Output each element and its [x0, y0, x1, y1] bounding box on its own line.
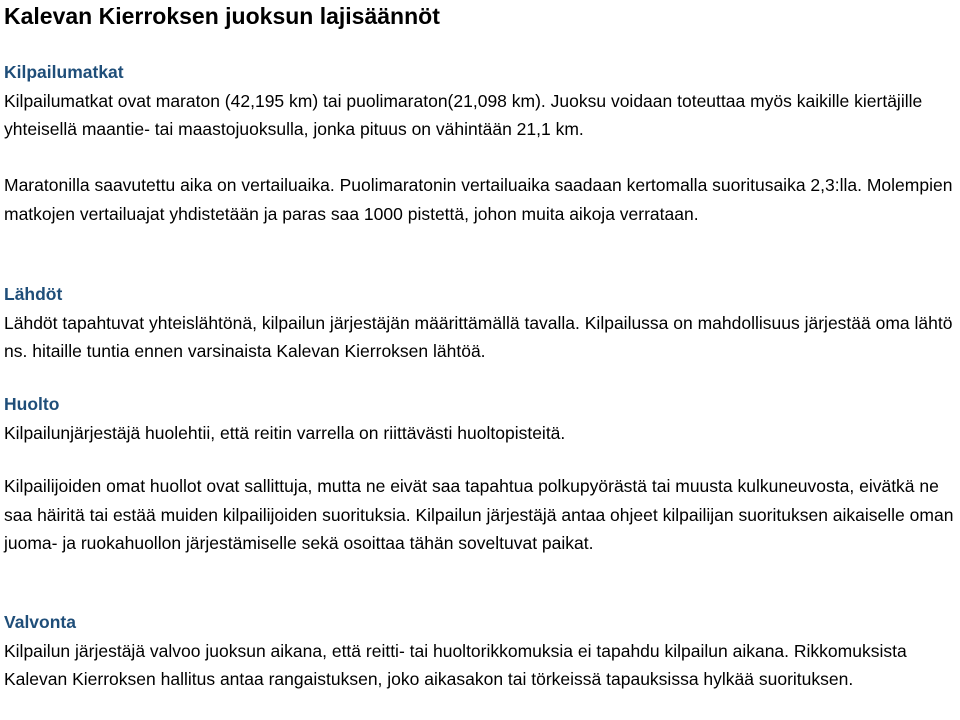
paragraph-valvonta-1: Kilpailun järjestäjä valvoo juoksun aikana, että reitti- tai huoltorikkomuksia ei tapahdu kilpailun aikana. Rikkomuksista Kalevan Kierroksen hallitus antaa rangaistuksen, joko aikasakon tai törkeissä tapauksissa hylkää suorituksen.	[4, 640, 907, 689]
section-heading-huolto: Huolto	[4, 394, 60, 414]
paragraph-huolto-2: Kilpailijoiden omat huollot ovat sallittuja, mutta ne eivät saa tapahtua polkupyörästä tai muusta kulkuneuvosta, eivätkä ne saa häiritä tai estää muiden kilpailijoiden suorituksia. Kilpailun järjestäjä antaa ohjeet kilpailijan suorituksen aikaiselle oman juoma- ja ruokahuollon järjestämiselle sekä osoittaa tähän soveltuvat paikat.	[4, 476, 954, 553]
section-huolto-details	[4, 472, 956, 558]
section-kilpailumatkat	[4, 58, 956, 144]
section-heading-valvonta: Valvonta	[4, 612, 76, 632]
paragraph-kilpailumatkat-2: Maratonilla saavutettu aika on vertailuaika. Puolimaratonin vertailuaika saadaan kertomalla suoritusaika 2,3:lla. Molempien matkojen vertailuajat yhdistetään ja paras saa 1000 pistettä, johon muita aikoja verrataan.	[4, 175, 953, 224]
section-valvonta	[4, 608, 956, 694]
page-title: Kalevan Kierroksen juoksun lajisäännöt	[4, 3, 440, 29]
section-huolto	[4, 390, 956, 447]
paragraph-huolto-1: Kilpailunjärjestäjä huolehtii, että reitin varrella on riittävästi huoltopisteitä.	[4, 422, 566, 443]
paragraph-kilpailumatkat-1: Kilpailumatkat ovat maraton (42,195 km) tai puolimaraton(21,098 km). Juoksu voidaan toteuttaa myös kaikille kiertäjille yhteisellä maantie- tai maastojuoksulla, jonka pituus on vähintään 21,1 km.	[4, 90, 923, 139]
paragraph-lahdot-1: Lähdöt tapahtuvat yhteislähtönä, kilpailun järjestäjän määrittämällä tavalla. Kilpailussa on mahdollisuus järjestää oma lähtö ns. hitaille tuntia ennen varsinaista Kalevan Kierroksen lähtöä.	[4, 312, 953, 361]
section-vertailuaika	[4, 171, 956, 228]
section-heading-kilpailumatkat: Kilpailumatkat	[4, 62, 124, 82]
section-lahdot	[4, 280, 956, 366]
section-heading-lahdot: Lähdöt	[4, 284, 63, 304]
